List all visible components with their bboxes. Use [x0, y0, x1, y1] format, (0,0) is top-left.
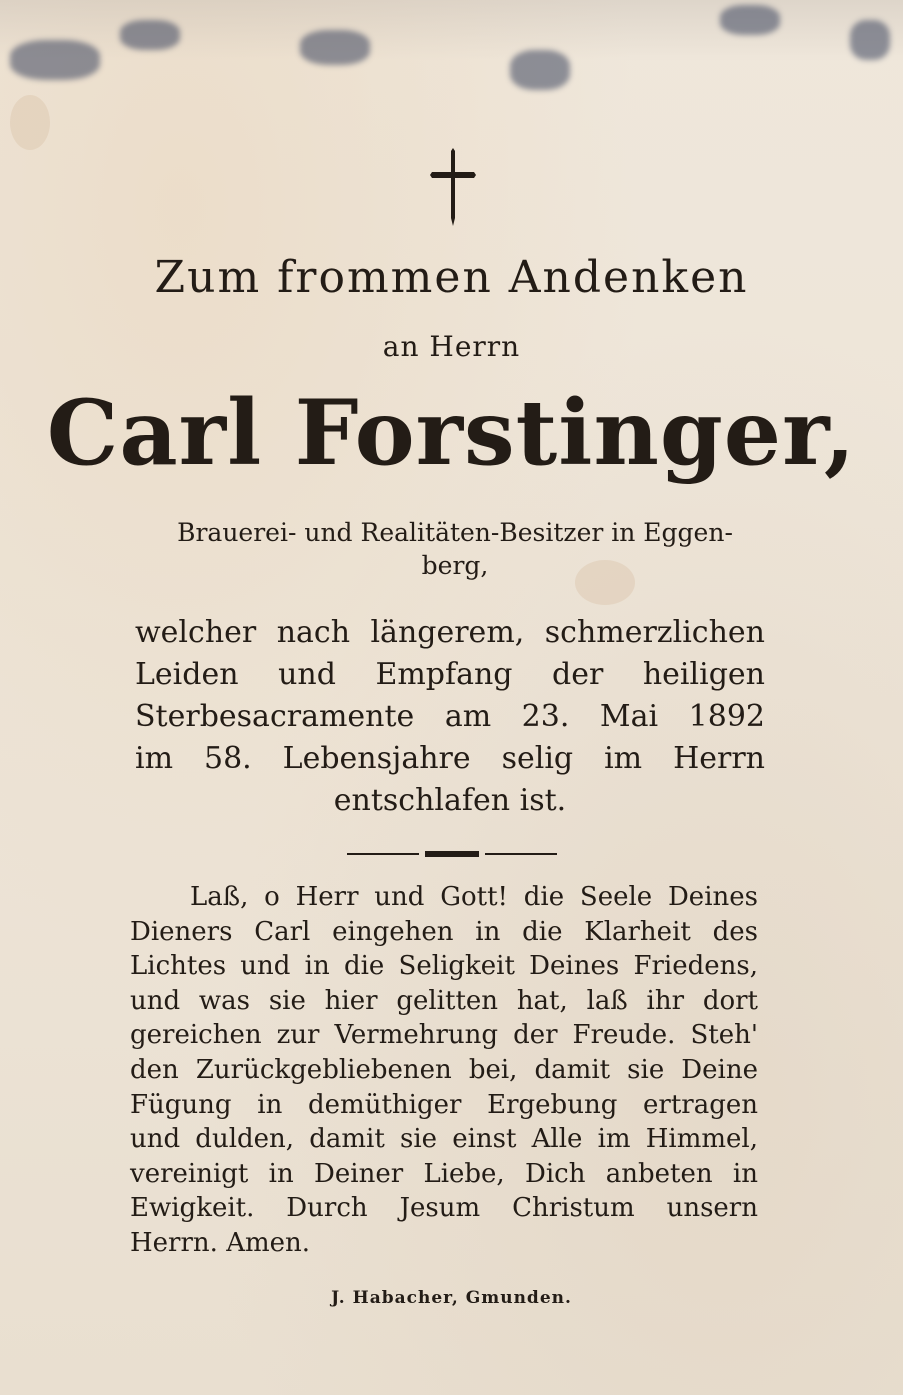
prayer-line: und dulden, damit sie einst Alle im Himmel,: [130, 1124, 758, 1155]
prayer-line: und was sie hier gelitten hat, laß ihr dort: [130, 985, 758, 1016]
ornamental-rule: [347, 850, 557, 858]
prayer-line: Dieners Carl eingehen in die Klarheit des: [130, 916, 758, 947]
ink-smudge: [300, 30, 370, 65]
prayer-line: Laß, o Herr und Gott! die Seele Deines: [190, 882, 758, 912]
prayer-line: Fügung in demüthiger Ergebung ertragen: [130, 1089, 758, 1120]
notice-line: welcher nach längerem, schmerzlichen: [135, 615, 765, 650]
ink-smudge: [510, 50, 570, 90]
ink-smudge: [850, 20, 890, 60]
notice-line: Leiden und Empfang der heiligen: [135, 657, 765, 692]
occupation: [140, 516, 770, 582]
prayer-line: vereinigt in Deiner Liebe, Dich anbeten in: [130, 1158, 758, 1189]
prayer-line: den Zurückgebliebenen bei, damit sie Deine: [130, 1054, 758, 1085]
paper-stain: [10, 95, 50, 150]
salutation: an Herrn: [382, 330, 521, 363]
prayer-line: gereichen zur Vermehrung der Freude. Steh': [130, 1020, 758, 1051]
latin-cross-icon: [430, 148, 476, 226]
notice-line: Sterbesacramente am 23. Mai 1892: [135, 699, 765, 734]
death-notice: [135, 612, 765, 822]
occupation-line: Brauerei- und Realitäten-Besitzer in Eggen-: [177, 518, 733, 547]
prayer-line: Ewigkeit. Durch Jesum Christum unsern: [130, 1193, 758, 1224]
ink-smudge: [10, 40, 100, 80]
ink-smudge: [120, 20, 180, 50]
prayer-line: Herrn. Amen.: [130, 1227, 311, 1258]
card-title: Zum frommen Andenken: [154, 252, 749, 303]
prayer: [130, 880, 758, 1261]
ink-smudge: [720, 5, 780, 35]
notice-line: im 58. Lebensjahre selig im Herrn: [135, 741, 765, 776]
notice-line: entschlafen ist.: [333, 783, 567, 818]
deceased-name: Carl Forstinger,: [46, 380, 857, 486]
occupation-line: berg,: [421, 551, 489, 580]
printer-imprint: J. Habacher, Gmunden.: [331, 1288, 572, 1308]
prayer-line: Lichtes und in die Seligkeit Deines Friedens,: [130, 951, 758, 982]
